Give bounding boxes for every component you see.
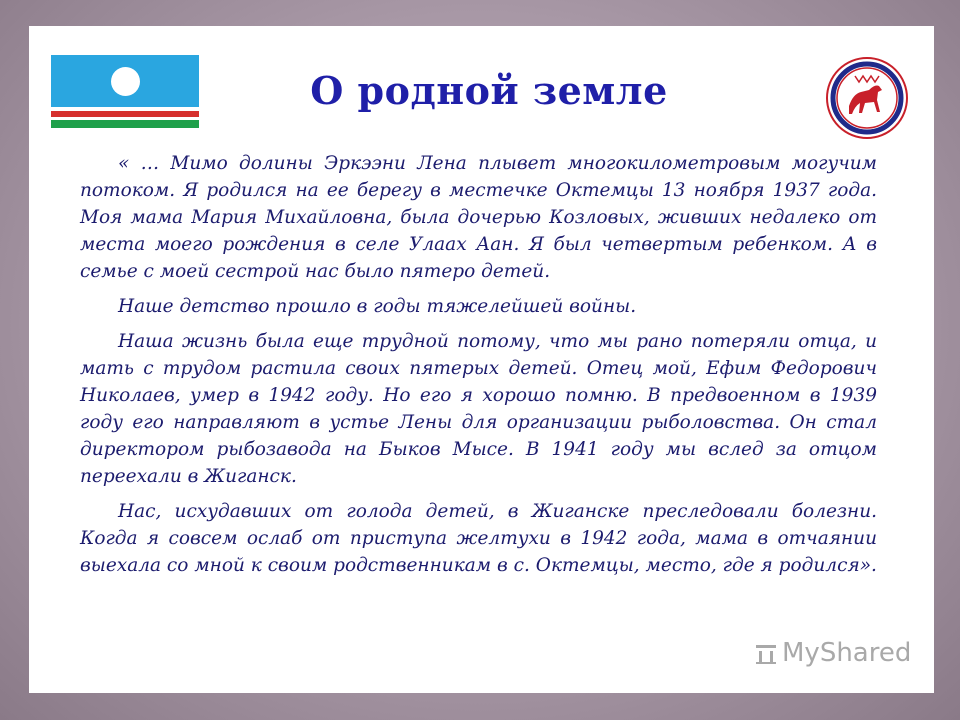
myshared-logo-icon [754, 643, 778, 665]
page-title: О родной земле [310, 68, 668, 113]
paragraph: Нас, исхудавших от голода детей, в Жиганске преследовали болезни. Когда я совсем ослаб от приступа желтухи в 1942 года, мама в отчаянии выехала со мной к своим родственникам в с. Октемцы, место, где я родился». [80, 501, 877, 576]
paragraph: « … Мимо долины Эркээни Лена плывет многокилометровым могучим потоком. Я родился на ее берегу в местечке Октемцы 13 ноября 1937 года. Моя мама Мария Михайловна, была дочерью Козловых, живших недалеко от места моего рождения в селе Улаах Аан. Я был четвертым ребенком. А в семье с моей сестрой нас было пятеро детей. [80, 153, 877, 282]
watermark-text: MyShared [782, 638, 912, 668]
watermark [754, 636, 934, 670]
paragraph: Наша жизнь была еще трудной потому, что мы рано потеряли отца, и мать с трудом растила своих пятерых детей. Отец мой, Ефим Федорович Николаев, умер в 1942 году. Но его я хорошо помню. В предвоенном в 1939 году его направляют в устье Лены для организации рыболовства. Он стал директором рыбозавода на Быков Мысе. В 1941 году мы вслед за отцом переехали в Жиганск. [80, 331, 877, 487]
paragraph: Наше детство прошло в годы тяжелейшей войны. [118, 296, 637, 317]
slide [29, 26, 934, 693]
yakutia-emblem-icon [825, 56, 909, 140]
yakutia-flag-icon [51, 55, 199, 128]
biography-text [80, 150, 877, 587]
